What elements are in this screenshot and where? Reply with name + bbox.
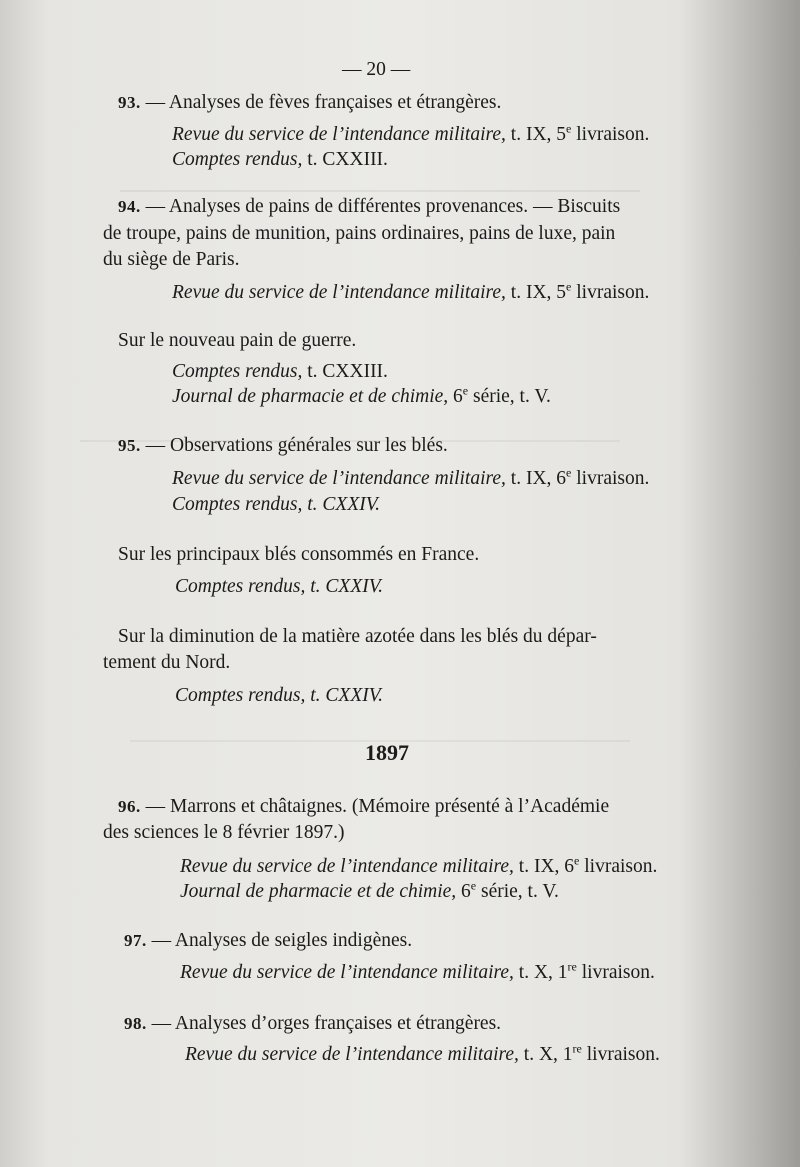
reference-issue: livraison.: [581, 1044, 660, 1065]
reference-volume: 6: [448, 386, 463, 407]
reference-text: Revue du service de l’intendance militaire,: [172, 124, 506, 145]
reference-issue: livraison.: [571, 124, 650, 145]
entry-number: 98.: [124, 1014, 147, 1033]
year-heading: 1897: [365, 740, 409, 765]
reference-text: Journal de pharmacie et de chimie,: [180, 881, 457, 902]
reference-volume: t. IX, 5: [505, 282, 567, 303]
superscript: e: [566, 279, 572, 294]
entry-93: [118, 91, 501, 115]
reference-issue: livraison.: [571, 282, 650, 303]
entry-96-title-line-2: des sciences le 8 février 1897.): [103, 822, 345, 843]
reference-volume: t. CXXIII.: [302, 361, 388, 382]
reference-text: Comptes rendus,: [172, 149, 303, 170]
entry-number: 93.: [118, 93, 141, 112]
entry-94: [118, 195, 620, 219]
entry-title: — Observations générales sur les blés.: [145, 435, 448, 456]
entry-94-ref-1: [172, 281, 649, 305]
entry-95-sub-2: Sur la diminution de la matière azotée dans les blés du dépar-: [118, 626, 597, 647]
entry-93-ref-1: [172, 123, 649, 147]
entry-96-ref-1: [180, 855, 657, 879]
reference-volume: t. IX, 5: [505, 124, 567, 145]
superscript: e: [574, 853, 580, 868]
entry-94-title-line-3: du siège de Paris.: [103, 249, 240, 270]
reference-text: Revue du service de l’intendance militaire,: [172, 468, 506, 489]
entry-98-ref-1: [185, 1043, 660, 1067]
page-number: — 20 —: [342, 59, 411, 80]
reference-volume: t. CXXIII.: [302, 149, 388, 170]
entry-95-sub-2-cont: tement du Nord.: [103, 652, 231, 673]
entry-number: 96.: [118, 797, 141, 816]
entry-97: [124, 929, 412, 953]
reference-issue: livraison.: [579, 856, 658, 877]
entry-95-ref-1: [172, 467, 649, 491]
entry-94-sub-heading: Sur le nouveau pain de guerre.: [118, 330, 357, 351]
reference-text: Comptes rendus,: [172, 361, 303, 382]
superscript: re: [567, 959, 577, 974]
entry-94-title-line-2: de troupe, pains de munition, pains ordinaires, pains de luxe, pain: [103, 223, 616, 244]
reference-issue: série, t. V.: [476, 881, 559, 902]
entry-title: — Analyses de seigles indigènes.: [151, 930, 413, 951]
superscript: e: [566, 465, 572, 480]
entry-98: [124, 1012, 501, 1036]
reference-volume: t. IX, 6: [505, 468, 567, 489]
superscript: e: [566, 121, 572, 136]
reference-text: Revue du service de l’intendance militaire,: [180, 962, 514, 983]
reference-volume: t. X, 1: [513, 962, 568, 983]
entry-number: 95.: [118, 436, 141, 455]
reference-volume: t. X, 1: [518, 1044, 573, 1065]
entry-title: — Analyses d’orges françaises et étrangères.: [151, 1013, 502, 1034]
entry-95-sub-2-ref: Comptes rendus, t. CXXIV.: [175, 685, 383, 706]
entry-94-sub-ref-1: [172, 360, 388, 384]
entry-96: [118, 795, 609, 819]
reference-issue: livraison.: [576, 962, 655, 983]
superscript: e: [470, 878, 477, 893]
entry-95-sub-1: Sur les principaux blés consommés en France.: [118, 544, 480, 565]
entry-95: [118, 434, 448, 458]
entry-96-ref-2: [180, 880, 559, 904]
reference-issue: série, t. V.: [468, 386, 551, 407]
superscript: e: [462, 383, 469, 398]
entry-number: 97.: [124, 931, 147, 950]
entry-97-ref-1: [180, 961, 655, 985]
reference-issue: livraison.: [571, 468, 650, 489]
reference-volume: t. IX, 6: [513, 856, 575, 877]
reference-text: Revue du service de l’intendance militaire,: [185, 1044, 519, 1065]
entry-title: — Analyses de pains de différentes provenances. — Biscuits: [145, 196, 621, 217]
entry-95-sub-1-ref: Comptes rendus, t. CXXIV.: [175, 576, 383, 597]
entry-93-ref-2: [172, 148, 388, 172]
entry-94-sub-ref-2: [172, 385, 551, 409]
reference-volume: 6: [456, 881, 471, 902]
entry-95-ref-2: Comptes rendus, t. CXXIV.: [172, 494, 380, 515]
reference-text: Journal de pharmacie et de chimie,: [172, 386, 449, 407]
entry-title: — Analyses de fèves françaises et étrangères.: [145, 92, 502, 113]
entry-title: — Marrons et châtaignes. (Mémoire présenté à l’Académie: [145, 796, 610, 817]
superscript: re: [572, 1041, 582, 1056]
entry-number: 94.: [118, 197, 141, 216]
reference-text: Revue du service de l’intendance militaire,: [180, 856, 514, 877]
reference-text: Revue du service de l’intendance militaire,: [172, 282, 506, 303]
